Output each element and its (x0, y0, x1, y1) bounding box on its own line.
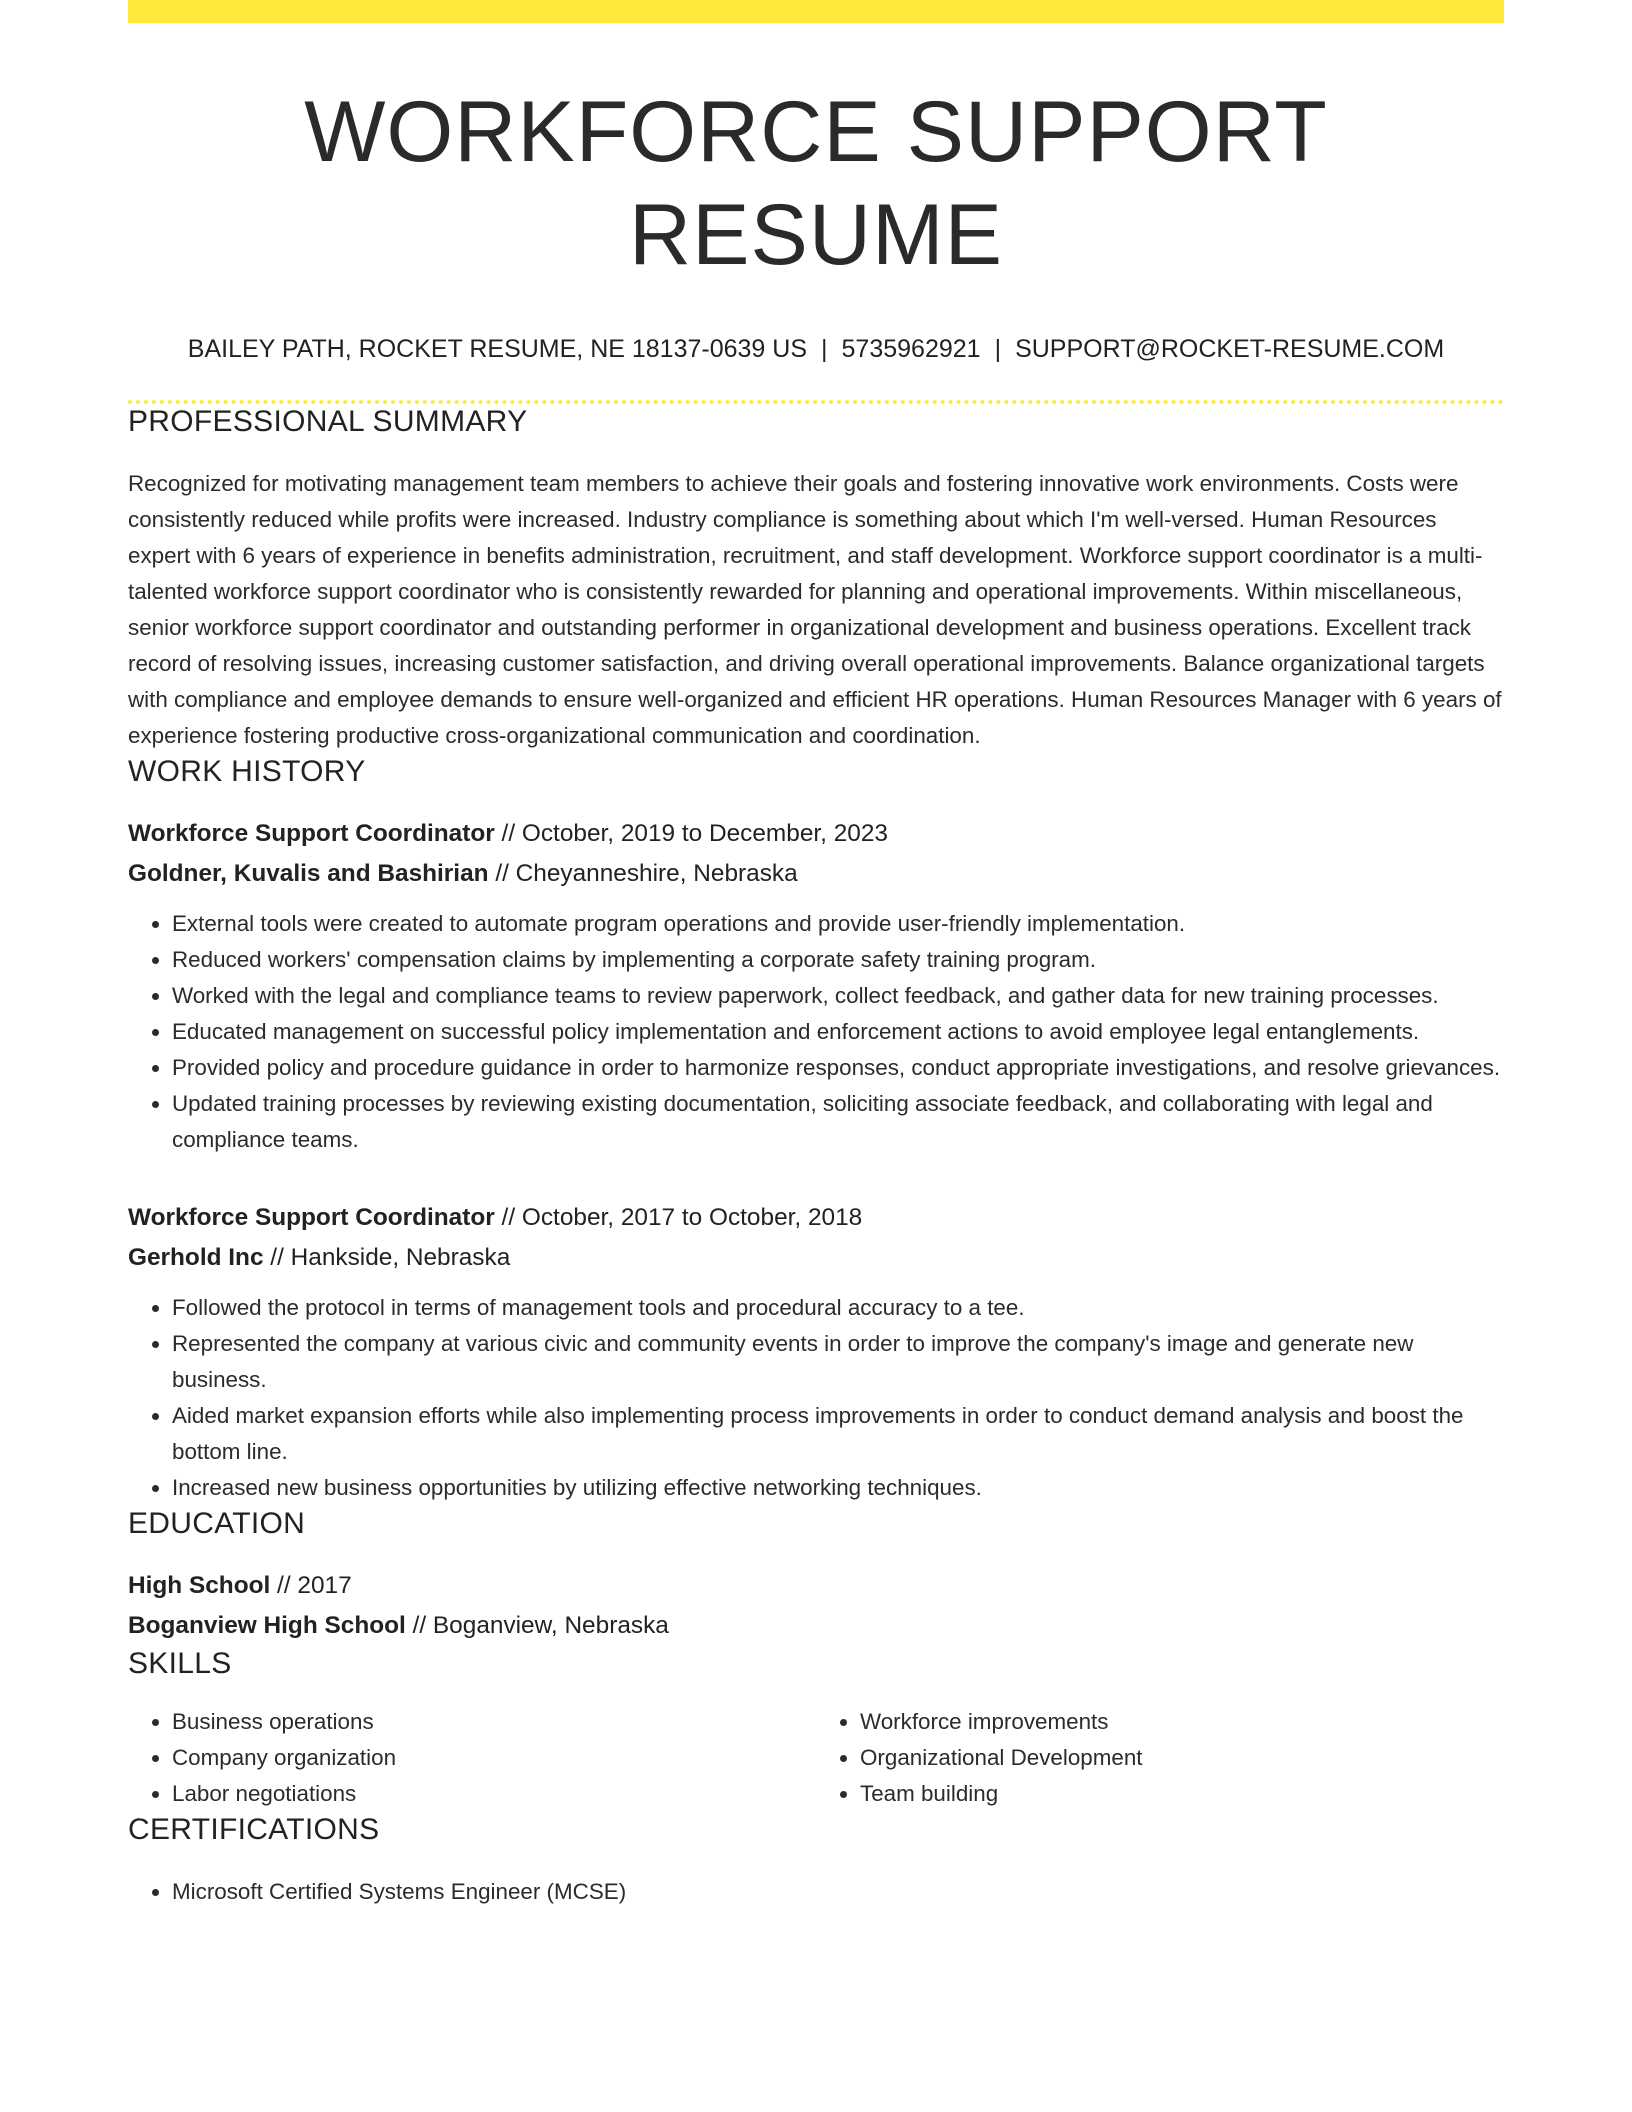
job-company-line (128, 854, 1504, 894)
skill-item: • Workforce improvements (860, 1704, 1504, 1740)
job-location: // Cheyanneshire, Nebraska (488, 859, 798, 887)
education-degree-line (128, 1566, 1504, 1606)
contact-separator: | (994, 335, 1002, 364)
job-bullet: • Provided policy and procedure guidance in order to harmonize responses, conduct appropriate investigations, and resolve grievances. (172, 1050, 1504, 1086)
job-company-line (128, 1238, 1504, 1278)
certifications-heading: CERTIFICATIONS (128, 1812, 380, 1846)
job-bullet: • External tools were created to automate program operations and provide user-friendly implementation. (172, 906, 1504, 942)
job-dates: // October, 2017 to October, 2018 (494, 1203, 863, 1231)
education-school-line (128, 1606, 1504, 1646)
skills-column-left (128, 1704, 816, 1812)
resume-title: WORKFORCE SUPPORT RESUME (304, 84, 1328, 284)
job-title: Workforce Support Coordinator (128, 1203, 495, 1231)
education-degree: High School (128, 1571, 271, 1599)
job-entry (128, 1198, 1504, 1506)
skills-heading: SKILLS (128, 1646, 232, 1680)
skill-item: • Business operations (172, 1704, 816, 1740)
skill-item: • Company organization (172, 1740, 816, 1776)
education-school: Boganview High School (128, 1611, 406, 1639)
work-history-heading: WORK HISTORY (128, 754, 366, 788)
contact-phone: 5735962921 (841, 335, 981, 364)
job-bullet: • Worked with the legal and compliance teams to review paperwork, collect feedback, and gather data for new training processes. (172, 978, 1504, 1014)
skills-grid (128, 1704, 1504, 1812)
job-bullet: • Increased new business opportunities by utilizing effective networking techniques. (172, 1470, 1504, 1506)
job-bullets (128, 906, 1504, 1158)
job-bullet: • Updated training processes by reviewing existing documentation, soliciting associate feedback, and collaborating with legal and compliance teams. (172, 1086, 1504, 1158)
summary-text: Recognized for motivating management team members to achieve their goals and fostering innovative work environments. Costs were consistently reduced while profits were increased. Industry compliance is something about which I'm well-versed. Human Resources expert with 6 years of experience in benefits administration, recruitment, and staff development. Workforce support coordinator is a multi-talented workforce support coordinator who is consistently rewarded for planning and operational improvements. Within miscellaneous, senior workforce support coordinator and outstanding performer in organizational development and business operations. Excellent track record of resolving issues, increasing customer satisfaction, and driving overall operational improvements. Balance organizational targets with compliance and employee demands to ensure well-organized and efficient HR operations. Human Resources Manager with 6 years of experience fostering productive cross-organizational communication and coordination. (128, 470, 1502, 748)
job-bullet: • Aided market expansion efforts while also implementing process improvements in order to conduct demand analysis and boost the bottom line. (172, 1398, 1504, 1470)
job-location: // Hankside, Nebraska (263, 1243, 511, 1271)
contact-separator: | (821, 335, 828, 364)
job-company: Goldner, Kuvalis and Bashirian (128, 859, 489, 887)
job-title-line (128, 814, 1504, 854)
education-year: // 2017 (270, 1571, 352, 1599)
job-title: Workforce Support Coordinator (128, 819, 495, 847)
job-bullet: • Reduced workers' compensation claims by implementing a corporate safety training program. (172, 942, 1504, 978)
resume-page (128, 0, 1504, 1910)
job-bullets (128, 1290, 1504, 1506)
skills-column-right (816, 1704, 1504, 1812)
job-entry (128, 814, 1504, 1158)
contact-address: BAILEY PATH, ROCKET RESUME, NE 18137-0639 US (187, 335, 808, 364)
certifications-list (128, 1874, 1504, 1910)
skill-item: • Organizational Development (860, 1740, 1504, 1776)
contact-line (128, 333, 1504, 366)
education-location: // Boganview, Nebraska (405, 1611, 669, 1639)
skill-item: • Team building (860, 1776, 1504, 1812)
job-company: Gerhold Inc (128, 1243, 264, 1271)
skill-item: • Labor negotiations (172, 1776, 816, 1812)
contact-email: SUPPORT@ROCKET-RESUME.COM (1015, 335, 1445, 364)
job-bullet: • Represented the company at various civic and community events in order to improve the company's image and generate new business. (172, 1326, 1504, 1398)
job-bullet: • Followed the protocol in terms of management tools and procedural accuracy to a tee. (172, 1290, 1504, 1326)
education-entry (128, 1566, 1504, 1646)
education-heading: EDUCATION (128, 1506, 306, 1540)
job-title-line (128, 1198, 1504, 1238)
summary-heading: PROFESSIONAL SUMMARY (128, 404, 528, 438)
job-bullet: • Educated management on successful policy implementation and enforcement actions to avoid employee legal entanglements. (172, 1014, 1504, 1050)
job-dates: // October, 2019 to December, 2023 (494, 819, 888, 847)
accent-top-bar (128, 0, 1504, 23)
certification-item: • Microsoft Certified Systems Engineer (MCSE) (172, 1874, 1504, 1910)
